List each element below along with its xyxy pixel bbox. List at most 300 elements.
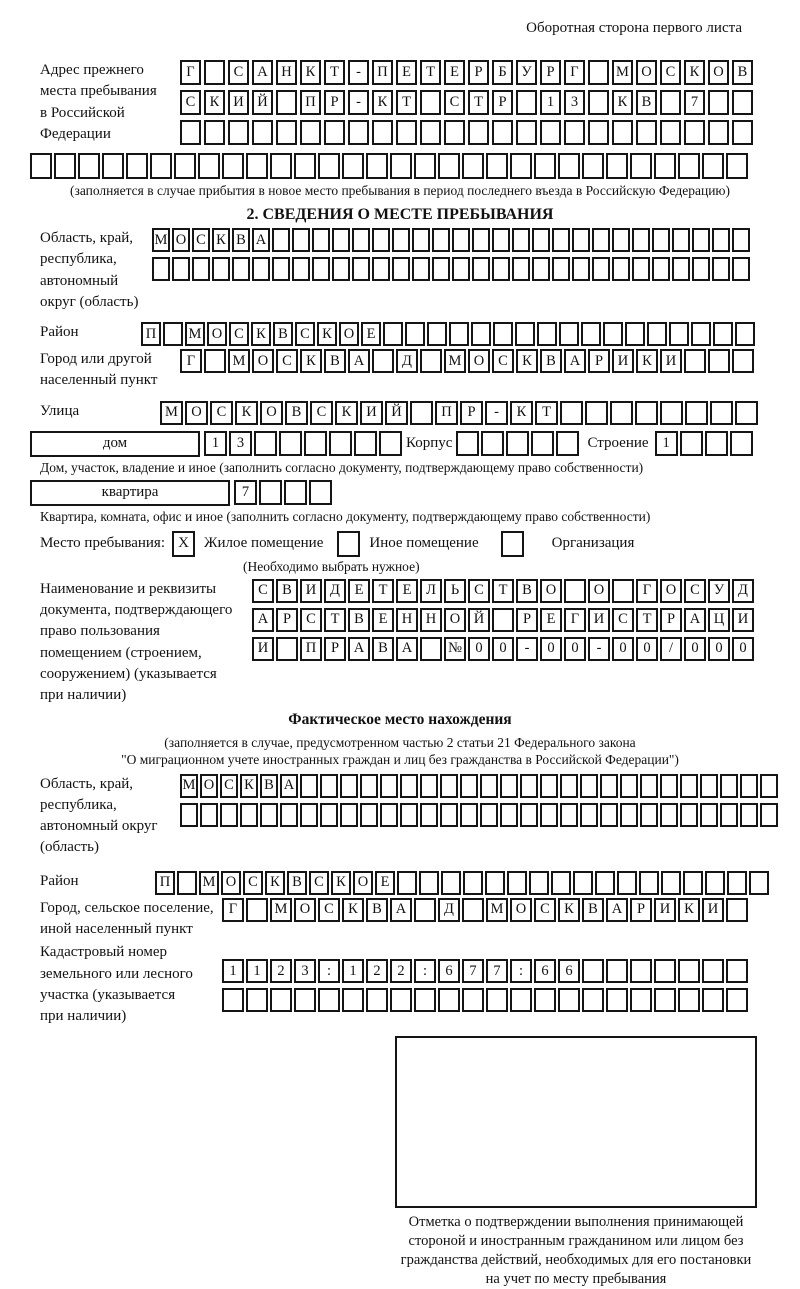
grid-cell[interactable]: У: [516, 60, 537, 85]
grid-cell[interactable]: В: [287, 871, 307, 895]
grid-cell[interactable]: [472, 228, 490, 252]
grid-cell[interactable]: Т: [396, 90, 417, 115]
grid-cell[interactable]: [279, 431, 302, 456]
grid-cell[interactable]: [735, 401, 758, 425]
grid-cell[interactable]: О: [588, 579, 610, 603]
grid-cell[interactable]: [318, 153, 340, 179]
grid-cell[interactable]: [726, 988, 748, 1012]
grid-cell[interactable]: [580, 803, 598, 827]
grid-cell[interactable]: К: [212, 228, 230, 252]
grid-cell[interactable]: [520, 803, 538, 827]
grid-cell[interactable]: [732, 228, 750, 252]
grid-cell[interactable]: [180, 803, 198, 827]
grid-cell[interactable]: :: [318, 959, 340, 983]
grid-cell[interactable]: Д: [438, 898, 460, 922]
grid-cell[interactable]: [512, 257, 530, 281]
grid-cell[interactable]: М: [152, 228, 170, 252]
grid-cell[interactable]: [222, 988, 244, 1012]
grid-cell[interactable]: А: [348, 637, 370, 661]
grid-cell[interactable]: [507, 871, 527, 895]
grid-cell[interactable]: С: [192, 228, 210, 252]
grid-cell[interactable]: [254, 431, 277, 456]
grid-cell[interactable]: [420, 637, 442, 661]
grid-cell[interactable]: [760, 774, 778, 798]
grid-cell[interactable]: 6: [534, 959, 556, 983]
grid-cell[interactable]: [480, 803, 498, 827]
grid-cell[interactable]: [354, 431, 377, 456]
grid-cell[interactable]: В: [276, 579, 298, 603]
grid-cell[interactable]: [452, 228, 470, 252]
grid-cell[interactable]: [660, 803, 678, 827]
grid-cell[interactable]: [537, 322, 557, 346]
grid-cell[interactable]: В: [540, 349, 562, 373]
grid-cell[interactable]: О: [444, 608, 466, 632]
grid-cell[interactable]: [280, 803, 298, 827]
grid-cell[interactable]: [636, 120, 657, 145]
grid-cell[interactable]: [324, 120, 345, 145]
grid-cell[interactable]: Г: [180, 60, 201, 85]
grid-cell[interactable]: [212, 257, 230, 281]
grid-cell[interactable]: В: [273, 322, 293, 346]
grid-cell[interactable]: О: [294, 898, 316, 922]
grid-cell[interactable]: А: [396, 637, 418, 661]
grid-cell[interactable]: [702, 959, 724, 983]
grid-cell[interactable]: 1: [342, 959, 364, 983]
prev-address-row-1[interactable]: [180, 60, 756, 85]
grid-cell[interactable]: 2: [390, 959, 412, 983]
grid-cell[interactable]: [397, 871, 417, 895]
grid-cell[interactable]: В: [232, 228, 250, 252]
grid-cell[interactable]: [735, 322, 755, 346]
grid-cell[interactable]: 3: [564, 90, 585, 115]
grid-cell[interactable]: 0: [540, 637, 562, 661]
grid-cell[interactable]: Т: [636, 608, 658, 632]
grid-cell[interactable]: [246, 988, 268, 1012]
grid-cell[interactable]: [612, 120, 633, 145]
grid-cell[interactable]: [276, 120, 297, 145]
cadastral-row-2[interactable]: [222, 988, 750, 1012]
grid-cell[interactable]: С: [318, 898, 340, 922]
grid-cell[interactable]: [612, 228, 630, 252]
grid-cell[interactable]: [652, 228, 670, 252]
grid-cell[interactable]: Е: [375, 871, 395, 895]
grid-cell[interactable]: Т: [535, 401, 558, 425]
grid-cell[interactable]: Г: [564, 60, 585, 85]
grid-cell[interactable]: [270, 153, 292, 179]
grid-cell[interactable]: [529, 871, 549, 895]
grid-cell[interactable]: О: [172, 228, 190, 252]
prev-address-row-3[interactable]: [180, 120, 756, 145]
grid-cell[interactable]: [320, 774, 338, 798]
grid-cell[interactable]: [292, 257, 310, 281]
grid-cell[interactable]: [654, 153, 676, 179]
grid-cell[interactable]: К: [204, 90, 225, 115]
grid-cell[interactable]: [432, 257, 450, 281]
grid-cell[interactable]: [720, 774, 738, 798]
grid-cell[interactable]: [312, 257, 330, 281]
grid-cell[interactable]: Г: [222, 898, 244, 922]
grid-cell[interactable]: [558, 153, 580, 179]
grid-cell[interactable]: [691, 322, 711, 346]
korpus-cells[interactable]: [456, 431, 581, 456]
grid-cell[interactable]: [492, 257, 510, 281]
grid-cell[interactable]: [300, 803, 318, 827]
grid-cell[interactable]: К: [317, 322, 337, 346]
grid-cell[interactable]: [740, 803, 758, 827]
grid-cell[interactable]: Р: [460, 401, 483, 425]
grid-cell[interactable]: [710, 401, 733, 425]
grid-cell[interactable]: [54, 153, 76, 179]
grid-cell[interactable]: 7: [684, 90, 705, 115]
grid-cell[interactable]: [564, 579, 586, 603]
grid-cell[interactable]: А: [390, 898, 412, 922]
grid-cell[interactable]: [294, 153, 316, 179]
grid-cell[interactable]: [560, 774, 578, 798]
grid-cell[interactable]: [654, 959, 676, 983]
grid-cell[interactable]: Е: [396, 579, 418, 603]
grid-cell[interactable]: М: [486, 898, 508, 922]
grid-cell[interactable]: [606, 988, 628, 1012]
grid-cell[interactable]: И: [360, 401, 383, 425]
region-row-1[interactable]: [152, 228, 752, 252]
grid-cell[interactable]: [380, 774, 398, 798]
grid-cell[interactable]: [532, 228, 550, 252]
grid-cell[interactable]: [340, 774, 358, 798]
grid-cell[interactable]: [531, 431, 554, 456]
grid-cell[interactable]: Р: [630, 898, 652, 922]
grid-cell[interactable]: [556, 431, 579, 456]
grid-cell[interactable]: [126, 153, 148, 179]
grid-cell[interactable]: [551, 871, 571, 895]
grid-cell[interactable]: Ь: [444, 579, 466, 603]
grid-cell[interactable]: :: [510, 959, 532, 983]
grid-cell[interactable]: /: [660, 637, 682, 661]
grid-cell[interactable]: [600, 803, 618, 827]
grid-cell[interactable]: [727, 871, 747, 895]
grid-cell[interactable]: П: [435, 401, 458, 425]
grid-cell[interactable]: [660, 774, 678, 798]
grid-cell[interactable]: [318, 988, 340, 1012]
grid-cell[interactable]: [222, 153, 244, 179]
grid-cell[interactable]: [506, 431, 529, 456]
stroenie-cells[interactable]: [655, 431, 755, 456]
grid-cell[interactable]: [678, 959, 700, 983]
grid-cell[interactable]: [304, 431, 327, 456]
grid-cell[interactable]: К: [240, 774, 258, 798]
grid-cell[interactable]: К: [251, 322, 271, 346]
grid-cell[interactable]: [284, 480, 307, 505]
grid-cell[interactable]: В: [285, 401, 308, 425]
grid-cell[interactable]: [420, 803, 438, 827]
grid-cell[interactable]: О: [660, 579, 682, 603]
grid-cell[interactable]: А: [280, 774, 298, 798]
grid-cell[interactable]: О: [185, 401, 208, 425]
grid-cell[interactable]: [462, 153, 484, 179]
house-number-cells[interactable]: [204, 431, 404, 456]
grid-cell[interactable]: Н: [420, 608, 442, 632]
grid-cell[interactable]: [606, 959, 628, 983]
grid-cell[interactable]: [493, 322, 513, 346]
grid-cell[interactable]: К: [372, 90, 393, 115]
grid-cell[interactable]: [420, 349, 442, 373]
grid-cell[interactable]: [592, 228, 610, 252]
grid-cell[interactable]: [560, 401, 583, 425]
grid-cell[interactable]: Л: [420, 579, 442, 603]
grid-cell[interactable]: [532, 257, 550, 281]
grid-cell[interactable]: О: [252, 349, 274, 373]
grid-cell[interactable]: А: [252, 608, 274, 632]
grid-cell[interactable]: К: [342, 898, 364, 922]
grid-cell[interactable]: [270, 988, 292, 1012]
grid-cell[interactable]: [582, 153, 604, 179]
grid-cell[interactable]: Н: [276, 60, 297, 85]
grid-cell[interactable]: Е: [540, 608, 562, 632]
grid-cell[interactable]: [492, 120, 513, 145]
grid-cell[interactable]: [320, 803, 338, 827]
grid-cell[interactable]: [600, 774, 618, 798]
grid-cell[interactable]: [672, 228, 690, 252]
grid-cell[interactable]: О: [200, 774, 218, 798]
grid-cell[interactable]: Р: [324, 637, 346, 661]
grid-cell[interactable]: [654, 988, 676, 1012]
grid-cell[interactable]: О: [708, 60, 729, 85]
grid-cell[interactable]: В: [348, 608, 370, 632]
grid-cell[interactable]: К: [636, 349, 658, 373]
grid-cell[interactable]: С: [660, 60, 681, 85]
grid-cell[interactable]: С: [180, 90, 201, 115]
prev-address-row-2[interactable]: [180, 90, 756, 115]
grid-cell[interactable]: К: [300, 60, 321, 85]
grid-cell[interactable]: [540, 120, 561, 145]
grid-cell[interactable]: К: [335, 401, 358, 425]
grid-cell[interactable]: В: [732, 60, 753, 85]
grid-cell[interactable]: [572, 228, 590, 252]
grid-cell[interactable]: [520, 774, 538, 798]
grid-cell[interactable]: [294, 988, 316, 1012]
grid-cell[interactable]: [705, 431, 728, 456]
actual-city-row[interactable]: [222, 898, 750, 922]
grid-cell[interactable]: [292, 228, 310, 252]
grid-cell[interactable]: М: [228, 349, 250, 373]
grid-cell[interactable]: [420, 90, 441, 115]
grid-cell[interactable]: [204, 60, 225, 85]
grid-cell[interactable]: [515, 322, 535, 346]
grid-cell[interactable]: В: [372, 637, 394, 661]
street-row[interactable]: [160, 401, 760, 425]
grid-cell[interactable]: [749, 871, 769, 895]
grid-cell[interactable]: Т: [324, 60, 345, 85]
grid-cell[interactable]: [708, 120, 729, 145]
grid-cell[interactable]: [260, 803, 278, 827]
grid-cell[interactable]: [348, 120, 369, 145]
grid-cell[interactable]: [163, 322, 183, 346]
document-row-3[interactable]: [252, 637, 756, 661]
grid-cell[interactable]: С: [534, 898, 556, 922]
grid-cell[interactable]: [540, 803, 558, 827]
grid-cell[interactable]: [360, 774, 378, 798]
grid-cell[interactable]: [680, 431, 703, 456]
grid-cell[interactable]: С: [492, 349, 514, 373]
grid-cell[interactable]: [405, 322, 425, 346]
grid-cell[interactable]: [512, 228, 530, 252]
grid-cell[interactable]: К: [265, 871, 285, 895]
grid-cell[interactable]: [452, 257, 470, 281]
grid-cell[interactable]: [625, 322, 645, 346]
grid-cell[interactable]: [419, 871, 439, 895]
grid-cell[interactable]: [438, 153, 460, 179]
grid-cell[interactable]: [352, 257, 370, 281]
grid-cell[interactable]: [713, 322, 733, 346]
grid-cell[interactable]: 1: [204, 431, 227, 456]
grid-cell[interactable]: Й: [252, 90, 273, 115]
grid-cell[interactable]: [177, 871, 197, 895]
city-row[interactable]: [180, 349, 756, 373]
grid-cell[interactable]: С: [210, 401, 233, 425]
grid-cell[interactable]: А: [684, 608, 706, 632]
grid-cell[interactable]: [486, 988, 508, 1012]
grid-cell[interactable]: [684, 349, 706, 373]
grid-cell[interactable]: [760, 803, 778, 827]
grid-cell[interactable]: [372, 349, 394, 373]
grid-cell[interactable]: [246, 153, 268, 179]
grid-cell[interactable]: [432, 228, 450, 252]
grid-cell[interactable]: [534, 988, 556, 1012]
grid-cell[interactable]: [732, 349, 754, 373]
grid-cell[interactable]: [232, 257, 250, 281]
grid-cell[interactable]: К: [612, 90, 633, 115]
grid-cell[interactable]: С: [243, 871, 263, 895]
grid-cell[interactable]: [684, 120, 705, 145]
grid-cell[interactable]: [712, 257, 730, 281]
grid-cell[interactable]: [700, 774, 718, 798]
grid-cell[interactable]: М: [185, 322, 205, 346]
grid-cell[interactable]: [572, 257, 590, 281]
grid-cell[interactable]: 7: [462, 959, 484, 983]
grid-cell[interactable]: [492, 608, 514, 632]
grid-cell[interactable]: И: [252, 637, 274, 661]
grid-cell[interactable]: [366, 153, 388, 179]
region-row-2[interactable]: [152, 257, 752, 281]
grid-cell[interactable]: [438, 988, 460, 1012]
grid-cell[interactable]: №: [444, 637, 466, 661]
grid-cell[interactable]: [300, 120, 321, 145]
grid-cell[interactable]: Д: [324, 579, 346, 603]
grid-cell[interactable]: [700, 803, 718, 827]
grid-cell[interactable]: [172, 257, 190, 281]
grid-cell[interactable]: П: [141, 322, 161, 346]
grid-cell[interactable]: Р: [588, 349, 610, 373]
grid-cell[interactable]: [272, 257, 290, 281]
grid-cell[interactable]: Р: [516, 608, 538, 632]
grid-cell[interactable]: [180, 120, 201, 145]
grid-cell[interactable]: [660, 120, 681, 145]
grid-cell[interactable]: [588, 90, 609, 115]
actual-region-row-1[interactable]: [180, 774, 780, 798]
grid-cell[interactable]: [383, 322, 403, 346]
grid-cell[interactable]: [468, 120, 489, 145]
grid-cell[interactable]: [582, 959, 604, 983]
actual-region-row-2[interactable]: [180, 803, 780, 827]
grid-cell[interactable]: [329, 431, 352, 456]
actual-district-row[interactable]: [155, 871, 771, 895]
grid-cell[interactable]: [372, 228, 390, 252]
grid-cell[interactable]: [540, 774, 558, 798]
grid-cell[interactable]: [462, 898, 484, 922]
grid-cell[interactable]: -: [485, 401, 508, 425]
grid-cell[interactable]: [680, 774, 698, 798]
grid-cell[interactable]: Р: [540, 60, 561, 85]
grid-cell[interactable]: А: [252, 60, 273, 85]
grid-cell[interactable]: В: [366, 898, 388, 922]
grid-cell[interactable]: 0: [684, 637, 706, 661]
grid-cell[interactable]: [705, 871, 725, 895]
grid-cell[interactable]: [500, 774, 518, 798]
grid-cell[interactable]: [246, 898, 268, 922]
grid-cell[interactable]: А: [252, 228, 270, 252]
grid-cell[interactable]: 0: [564, 637, 586, 661]
grid-cell[interactable]: С: [310, 401, 333, 425]
grid-cell[interactable]: Т: [324, 608, 346, 632]
grid-cell[interactable]: Р: [276, 608, 298, 632]
grid-cell[interactable]: [588, 120, 609, 145]
grid-cell[interactable]: [427, 322, 447, 346]
grid-cell[interactable]: Й: [385, 401, 408, 425]
grid-cell[interactable]: О: [260, 401, 283, 425]
grid-cell[interactable]: [678, 153, 700, 179]
grid-cell[interactable]: [639, 871, 659, 895]
grid-cell[interactable]: [732, 257, 750, 281]
prev-address-row-4[interactable]: [30, 153, 770, 179]
grid-cell[interactable]: -: [348, 90, 369, 115]
grid-cell[interactable]: Е: [361, 322, 381, 346]
grid-cell[interactable]: 0: [732, 637, 754, 661]
grid-cell[interactable]: О: [339, 322, 359, 346]
grid-cell[interactable]: 3: [294, 959, 316, 983]
grid-cell[interactable]: [412, 228, 430, 252]
grid-cell[interactable]: [552, 228, 570, 252]
grid-cell[interactable]: С: [300, 608, 322, 632]
grid-cell[interactable]: [730, 431, 753, 456]
grid-cell[interactable]: [440, 803, 458, 827]
grid-cell[interactable]: [726, 898, 748, 922]
grid-cell[interactable]: [400, 803, 418, 827]
grid-cell[interactable]: Й: [468, 608, 490, 632]
grid-cell[interactable]: 7: [486, 959, 508, 983]
grid-cell[interactable]: [702, 153, 724, 179]
grid-cell[interactable]: Р: [468, 60, 489, 85]
grid-cell[interactable]: [640, 803, 658, 827]
grid-cell[interactable]: П: [300, 90, 321, 115]
grid-cell[interactable]: О: [221, 871, 241, 895]
grid-cell[interactable]: [463, 871, 483, 895]
grid-cell[interactable]: П: [372, 60, 393, 85]
grid-cell[interactable]: [683, 871, 703, 895]
grid-cell[interactable]: [580, 774, 598, 798]
grid-cell[interactable]: [660, 401, 683, 425]
grid-cell[interactable]: [420, 120, 441, 145]
grid-cell[interactable]: [312, 228, 330, 252]
grid-cell[interactable]: [352, 228, 370, 252]
grid-cell[interactable]: [516, 120, 537, 145]
grid-cell[interactable]: [414, 153, 436, 179]
grid-cell[interactable]: [617, 871, 637, 895]
grid-cell[interactable]: 0: [708, 637, 730, 661]
grid-cell[interactable]: [379, 431, 402, 456]
grid-cell[interactable]: [630, 153, 652, 179]
grid-cell[interactable]: 7: [234, 480, 257, 505]
grid-cell[interactable]: [708, 349, 730, 373]
grid-cell[interactable]: 1: [222, 959, 244, 983]
